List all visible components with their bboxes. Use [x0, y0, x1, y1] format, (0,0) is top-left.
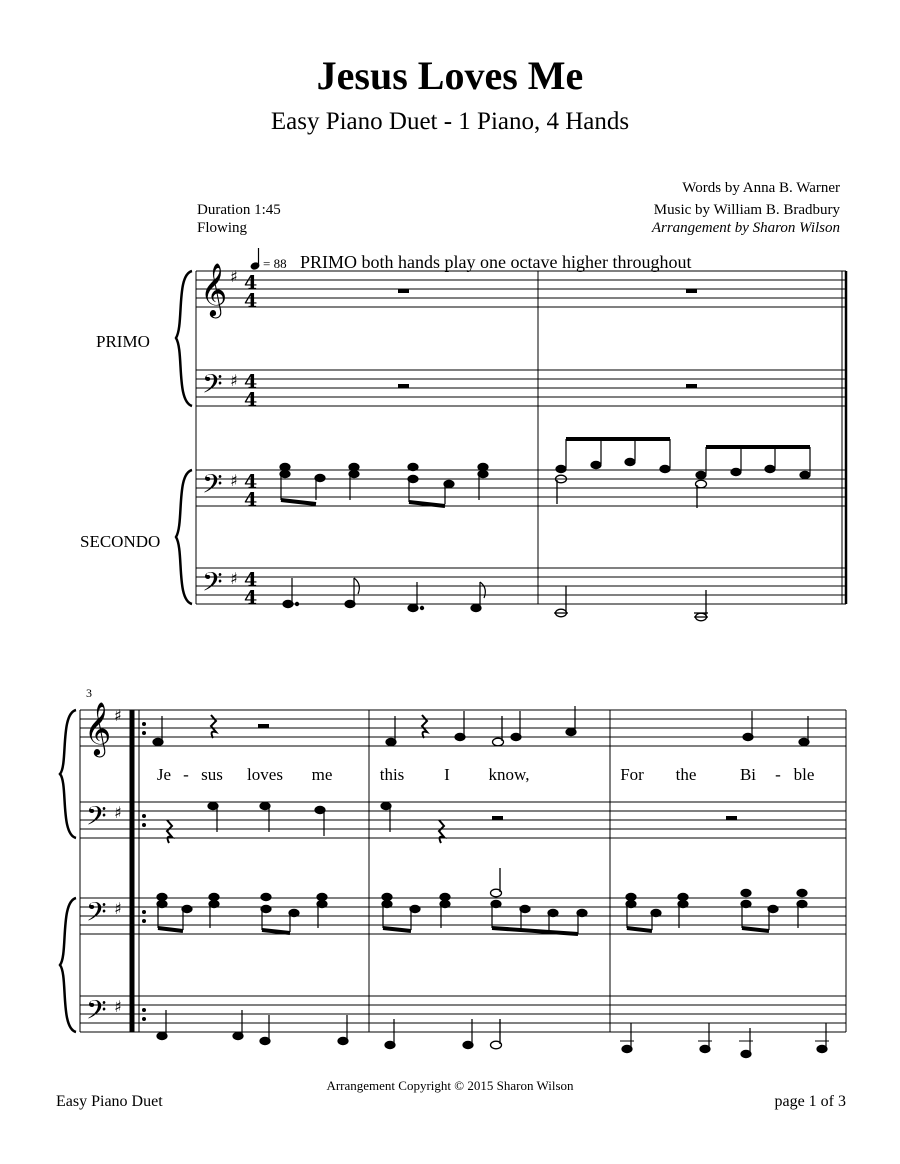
- tempo-marking: Flowing: [197, 220, 248, 236]
- words-credit: Words by Anna B. Warner: [682, 180, 840, 196]
- bass-clef-icon: 𝄢: [202, 468, 223, 506]
- primo-treble-staff-2: [80, 710, 846, 746]
- primo-treble-staff-1: [196, 271, 846, 307]
- lyric-syllable: sus: [201, 765, 223, 784]
- lyric-hyphen: -: [183, 765, 189, 784]
- secondo-treble-staff-2: [80, 898, 846, 934]
- primo-bass-staff-1: [196, 370, 846, 406]
- primo-brace-1: [176, 271, 192, 406]
- bass-clef-icon: 𝄢: [86, 994, 107, 1032]
- lyric-syllable: the: [675, 765, 697, 784]
- lyric-hyphen: -: [775, 765, 781, 784]
- treble-clef-icon: 𝄞: [84, 701, 112, 755]
- sharp-icon: ♯: [230, 371, 238, 390]
- lyric-syllable: loves: [247, 765, 283, 784]
- sharp-icon: ♯: [230, 569, 238, 588]
- lyric-syllable: ble: [793, 765, 815, 784]
- bass-clef-icon: 𝄢: [86, 896, 107, 934]
- secondo-bass-staff-1: [196, 568, 846, 604]
- lyric-syllable: Je: [156, 765, 172, 784]
- bass-clef-icon: 𝄢: [202, 368, 223, 406]
- secondo-bass-staff-2: [80, 996, 846, 1032]
- lyric-syllable: know,: [488, 765, 530, 784]
- treble-clef-icon: 𝄞: [200, 262, 228, 316]
- sharp-icon: ♯: [230, 267, 238, 286]
- svg-text:4: 4: [244, 389, 258, 411]
- svg-text:4: 4: [244, 371, 258, 393]
- lyric-syllable: I: [444, 765, 450, 784]
- primo-label: PRIMO: [96, 332, 150, 351]
- duration-label: Duration 1:45: [197, 202, 281, 218]
- sharp-icon: ♯: [114, 803, 122, 822]
- sharp-icon: ♯: [114, 706, 122, 725]
- sharp-icon: ♯: [114, 997, 122, 1016]
- page-number: page 1 of 3: [774, 1093, 846, 1110]
- bass-clef-icon: 𝄢: [202, 566, 223, 604]
- music-credit: Music by William B. Bradbury: [653, 202, 840, 218]
- octave-instruction: PRIMO both hands play one octave higher throughout: [300, 252, 692, 272]
- piece-subtitle: Easy Piano Duet - 1 Piano, 4 Hands: [270, 108, 630, 135]
- lyric-syllable: Bi: [739, 765, 757, 784]
- svg-text:4: 4: [244, 290, 258, 312]
- secondo-brace-1: [176, 470, 192, 604]
- sharp-icon: ♯: [114, 899, 122, 918]
- lyric-syllable: this: [379, 765, 405, 784]
- lyric-syllable: me: [311, 765, 333, 784]
- lyric-syllable: For: [620, 765, 644, 784]
- secondo-brace-2: [60, 898, 76, 1032]
- measure-number: 3: [86, 686, 92, 700]
- svg-text:4: 4: [244, 587, 258, 609]
- piece-title: Jesus Loves Me: [316, 53, 584, 98]
- svg-text:4: 4: [244, 569, 258, 591]
- footer-left: Easy Piano Duet: [56, 1093, 163, 1110]
- svg-text:4: 4: [244, 471, 258, 493]
- metronome-marking: = 88: [263, 256, 287, 271]
- primo-brace-2: [60, 710, 76, 838]
- arrangement-credit: Arrangement by Sharon Wilson: [651, 220, 840, 236]
- svg-text:4: 4: [244, 272, 258, 294]
- secondo-label: SECONDO: [80, 532, 161, 551]
- sharp-icon: ♯: [230, 471, 238, 490]
- svg-text:4: 4: [244, 489, 258, 511]
- bass-clef-icon: 𝄢: [86, 800, 107, 838]
- copyright-notice: Arrangement Copyright © 2015 Sharon Wilson: [326, 1078, 574, 1093]
